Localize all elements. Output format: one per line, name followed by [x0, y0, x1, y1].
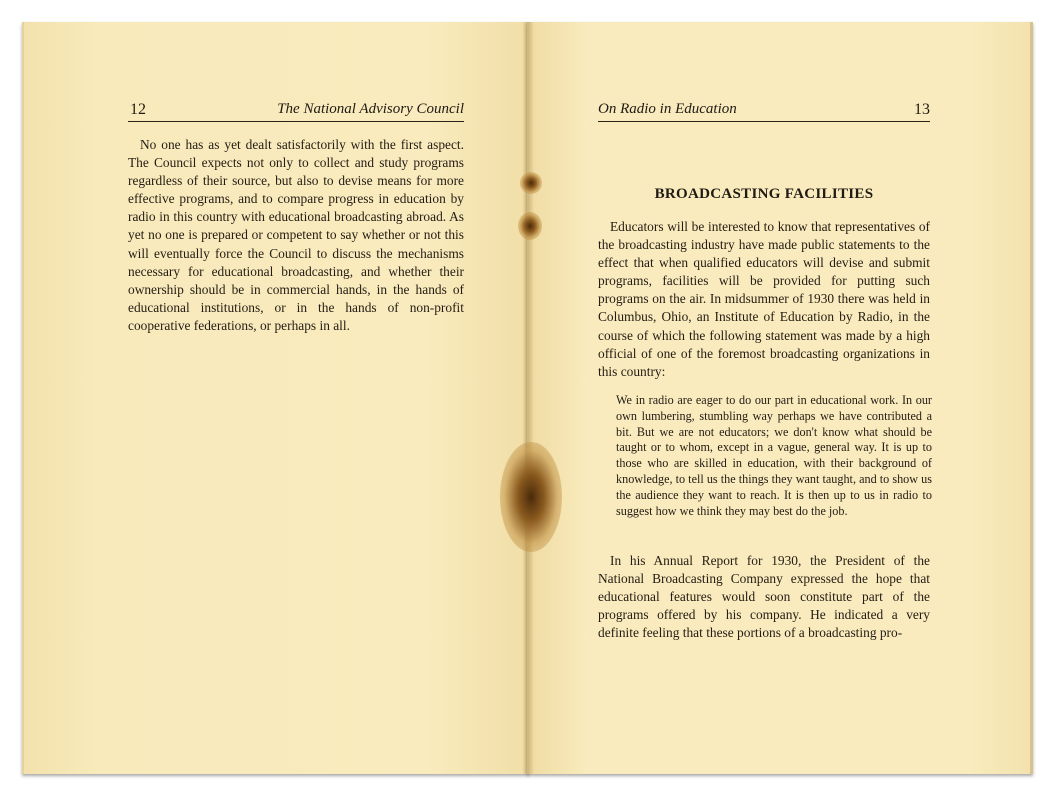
- page-number: 13: [914, 101, 930, 118]
- right-page: [527, 22, 1033, 774]
- body-paragraph: In his Annual Report for 1930, the President of the National Broadcasting Company expressed the hope that educational features would soon constitute part of the programs offered by his company. He indicated a very definite feeling that these portions of a broadcasting pro-: [598, 553, 930, 641]
- staple-burn-mark: [500, 442, 562, 552]
- left-page: [22, 22, 529, 774]
- body-paragraph: Educators will be interested to know that representatives of the broadcasting industry have made public statements to the effect that when qualified educators will devise and submit programs, facilities will be provided for putting such programs on the air. In midsummer of 1930 there was held in Columbus, Ohio, an Institute of Education by Radio, in the course of which the following statement was made by a high official of one of the foremost broadcasting organizations in this country:: [598, 219, 930, 379]
- left-page-header: [128, 99, 464, 122]
- open-booklet: [22, 22, 1030, 774]
- spine-gutter: [522, 22, 534, 774]
- body-paragraph: No one has as yet dealt satisfactorily with the first aspect. The Council expects not only to collect and study programs regardless of their source, but also to devise means for more effective programs, and to compare progress in education by radio in this country with educational broadcasting abroad. As yet no one is prepared or competent to say whether or not this will eventually force the Council to discuss the mechanisms necessary for educational broadcasting, and whether their ownership should be in commercial hands, in the hands of educational institutions, or in the hands of non-profit cooperative federations, or perhaps in all.: [128, 137, 464, 333]
- staple-burn-mark: [520, 172, 542, 194]
- running-head: The National Advisory Council: [277, 101, 464, 117]
- section-heading: BROADCASTING FACILITIES: [654, 186, 874, 202]
- page-number: 12: [130, 101, 146, 118]
- staple-burn-mark: [518, 212, 542, 240]
- running-head: On Radio in Education: [598, 101, 737, 117]
- block-quote: We in radio are eager to do our part in educational work. In our own lumbering, stumbling way perhaps we have contributed a bit. But we are not educators; we don't know what should be taught or to whom, except in a vague, general way. It is up to those who are skilled in education, with their background of knowledge, to tell us the things they want taught, and to show us the audience they want to reach. It is then up to us in radio to suggest how we think they may best do the job.: [616, 393, 932, 518]
- right-page-header: [598, 99, 930, 122]
